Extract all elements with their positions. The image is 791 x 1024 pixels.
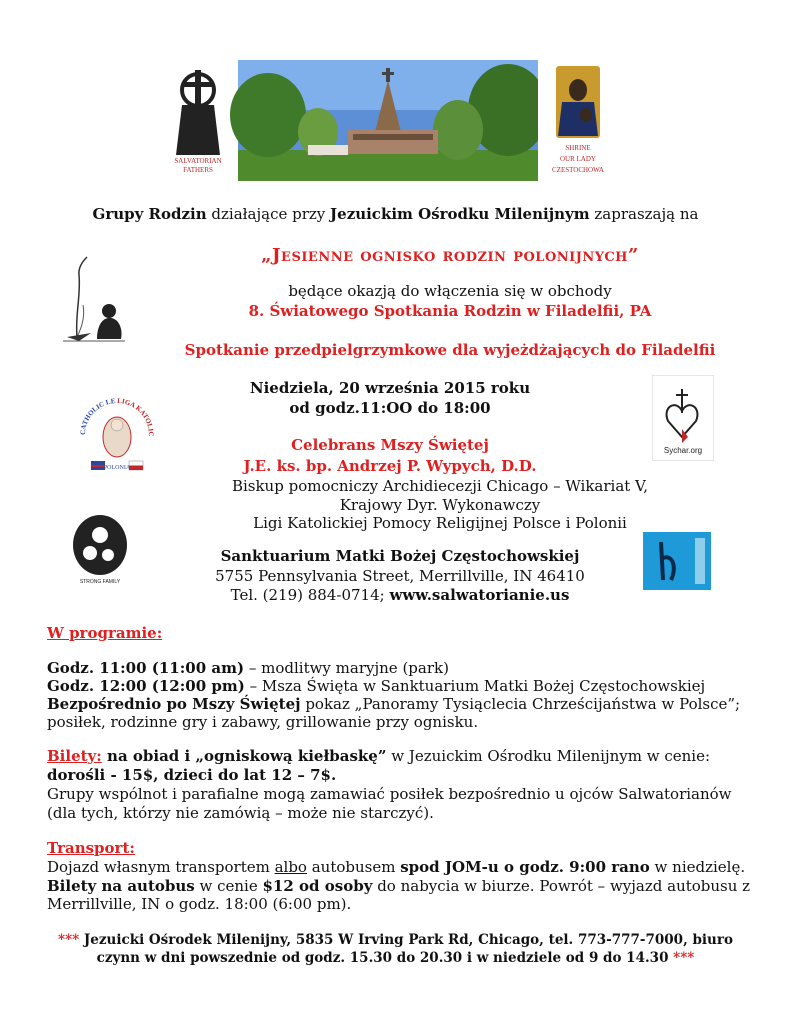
transport-l1-e: w niedzielę.	[649, 858, 746, 876]
program-item-3-text: pokaz „Panoramy Tysiąclecia Chrześcijaństwa w Polsce”;	[300, 695, 741, 713]
footer-text-1: Jezuicki Ośrodek Milenijny, 5835 W Irving Park Rd, Chicago, tel. 773-777-7000, biuro	[79, 932, 733, 948]
transport-l1-a: Dojazd własnym transportem	[47, 858, 275, 876]
salvatorian-icon	[158, 60, 238, 181]
intro-center: Jezuickim Ośrodku Milenijnym	[330, 205, 590, 223]
sychar-text: Sychar.org	[663, 446, 703, 455]
program-item-4: posiłek, rodzinne gry i zabawy, grillowanie przy ognisku.	[47, 713, 479, 731]
salvatorian-text-2: FATHERS	[183, 166, 213, 174]
footer-stars-right: ***	[673, 950, 695, 966]
footer-stars-left: ***	[58, 932, 80, 948]
tickets-prices: dorośli - 15$, dzieci do lat 12 – 7$.	[47, 766, 337, 784]
shrine-text-3: CZESTOCHOWA	[552, 166, 604, 174]
transport-line-1	[47, 858, 745, 876]
event-date: Niedziela, 20 września 2015 roku	[249, 379, 531, 397]
transport-heading: Transport:	[47, 839, 135, 857]
transport-line-2	[47, 877, 750, 895]
celebrant-name: J.E. ks. bp. Andrzej P. Wypych, D.D.	[243, 457, 537, 475]
church-photo	[230, 60, 548, 181]
league-text-en: CATHOLIC LE	[78, 396, 116, 436]
intro-groups: Grupy Rodzin	[92, 205, 207, 223]
transport-line-3: Merrillville, IN o godz. 18:00 (6:00 pm).	[47, 895, 352, 913]
celebrant-title-1: Biskup pomocniczy Archidiecezji Chicago – Wikariat V,	[231, 477, 649, 495]
transport-l2-c: $12 od osoby	[262, 877, 373, 895]
transport-l1-c: autobusem	[306, 858, 401, 876]
shrine-text-2: OUR LADY	[560, 155, 596, 163]
program-item-2	[47, 677, 705, 695]
subtitle-occasion: będące okazją do włączenia się w obchody	[288, 282, 612, 300]
tickets-heading: Bilety:	[47, 747, 102, 765]
event-title: „Jesienne ognisko rodzin polonijnych”	[261, 245, 639, 266]
intro-line	[0, 205, 791, 223]
transport-l2-a: Bilety na autobus	[47, 877, 195, 895]
tickets-line-4: (dla tych, którzy nie zamówią – może nie starczyć).	[47, 804, 434, 822]
venue-tel: Tel. (219) 884-0714;	[230, 586, 390, 604]
subtitle-world-meeting: 8. Światowego Spotkania Rodzin w Filadelfii, PA	[248, 302, 652, 320]
salvatorian-text-1: SALVATORIAN	[174, 157, 222, 165]
program-heading: W programie:	[47, 624, 163, 642]
celebrant-title-2: Krajowy Dyr. Wykonawczy	[339, 496, 541, 514]
celebrant-title-3: Ligi Katolickiej Pomocy Religijnej Polsce i Polonii	[253, 514, 627, 532]
event-hours: od godz.11:OO do 18:00	[289, 399, 491, 417]
intro-text-2: zapraszają na	[589, 205, 699, 223]
tickets-text: w Jezuickim Ośrodku Milenijnym w cenie:	[386, 747, 711, 765]
sychar-logo	[652, 375, 714, 461]
league-text-polonia: POLONIA	[103, 465, 131, 471]
strong-family-logo	[70, 513, 130, 585]
footer-text-2: czynn w dni powszednie od godz. 15.30 do 20.30 i w niedziele od 9 do 14.30	[96, 950, 674, 966]
program-item-1-text: – modlitwy maryjne (park)	[244, 659, 449, 677]
venue-website-link[interactable]: www.salwatorianie.us	[389, 586, 570, 604]
venue-contact	[160, 586, 640, 604]
tickets-line-1	[47, 747, 710, 765]
league-logo	[77, 385, 157, 485]
footer-line-2	[0, 950, 791, 966]
transport-l1-b: albo	[274, 858, 307, 876]
program-item-3	[47, 695, 740, 713]
league-text-pl: LIGA KATOLIC	[116, 396, 156, 437]
header-banner	[158, 60, 618, 181]
shrine-text-1: SHRINE	[565, 144, 591, 152]
strong-family-text: STRONG FAMILY	[79, 579, 121, 585]
program-item-3-bold: Bezpośrednio po Mszy Świętej	[47, 695, 301, 713]
tickets-line-3: Grupy wspólnot i parafialne mogą zamawiać posiłek bezpośrednio u ojców Salwatorianów	[47, 785, 732, 803]
campfire-drawing	[57, 255, 127, 345]
twelve-logo	[643, 532, 711, 590]
intro-text-1: działające przy	[206, 205, 331, 223]
transport-l2-d: do nabycia w biurze. Powrót – wyjazd autobusu z	[372, 877, 751, 895]
transport-l1-d: spod JOM-u o godz. 9:00 rano	[400, 858, 650, 876]
madonna-icon	[538, 60, 618, 181]
program-item-2-text: – Msza Święta w Sanktuarium Matki Bożej Częstochowskiej	[244, 677, 706, 695]
tickets-bold: na obiad i „ogniskową kiełbaskę”	[101, 747, 387, 765]
subtitle-pre-pilgrimage: Spotkanie przedpielgrzymkowe dla wyjeżdżających do Filadelfii	[184, 341, 716, 359]
footer-line-1	[0, 932, 791, 948]
transport-l2-b: w cenie	[194, 877, 263, 895]
program-item-1-time: Godz. 11:00 (11:00 am)	[47, 659, 245, 677]
program-item-2-time: Godz. 12:00 (12:00 pm)	[47, 677, 245, 695]
program-item-1	[47, 659, 449, 677]
venue-address: 5755 Pennsylvania Street, Merrillville, IN 46410	[215, 567, 585, 585]
venue-name: Sanktuarium Matki Bożej Częstochowskiej	[220, 547, 580, 565]
celebrant-heading: Celebrans Mszy Świętej	[291, 436, 489, 454]
